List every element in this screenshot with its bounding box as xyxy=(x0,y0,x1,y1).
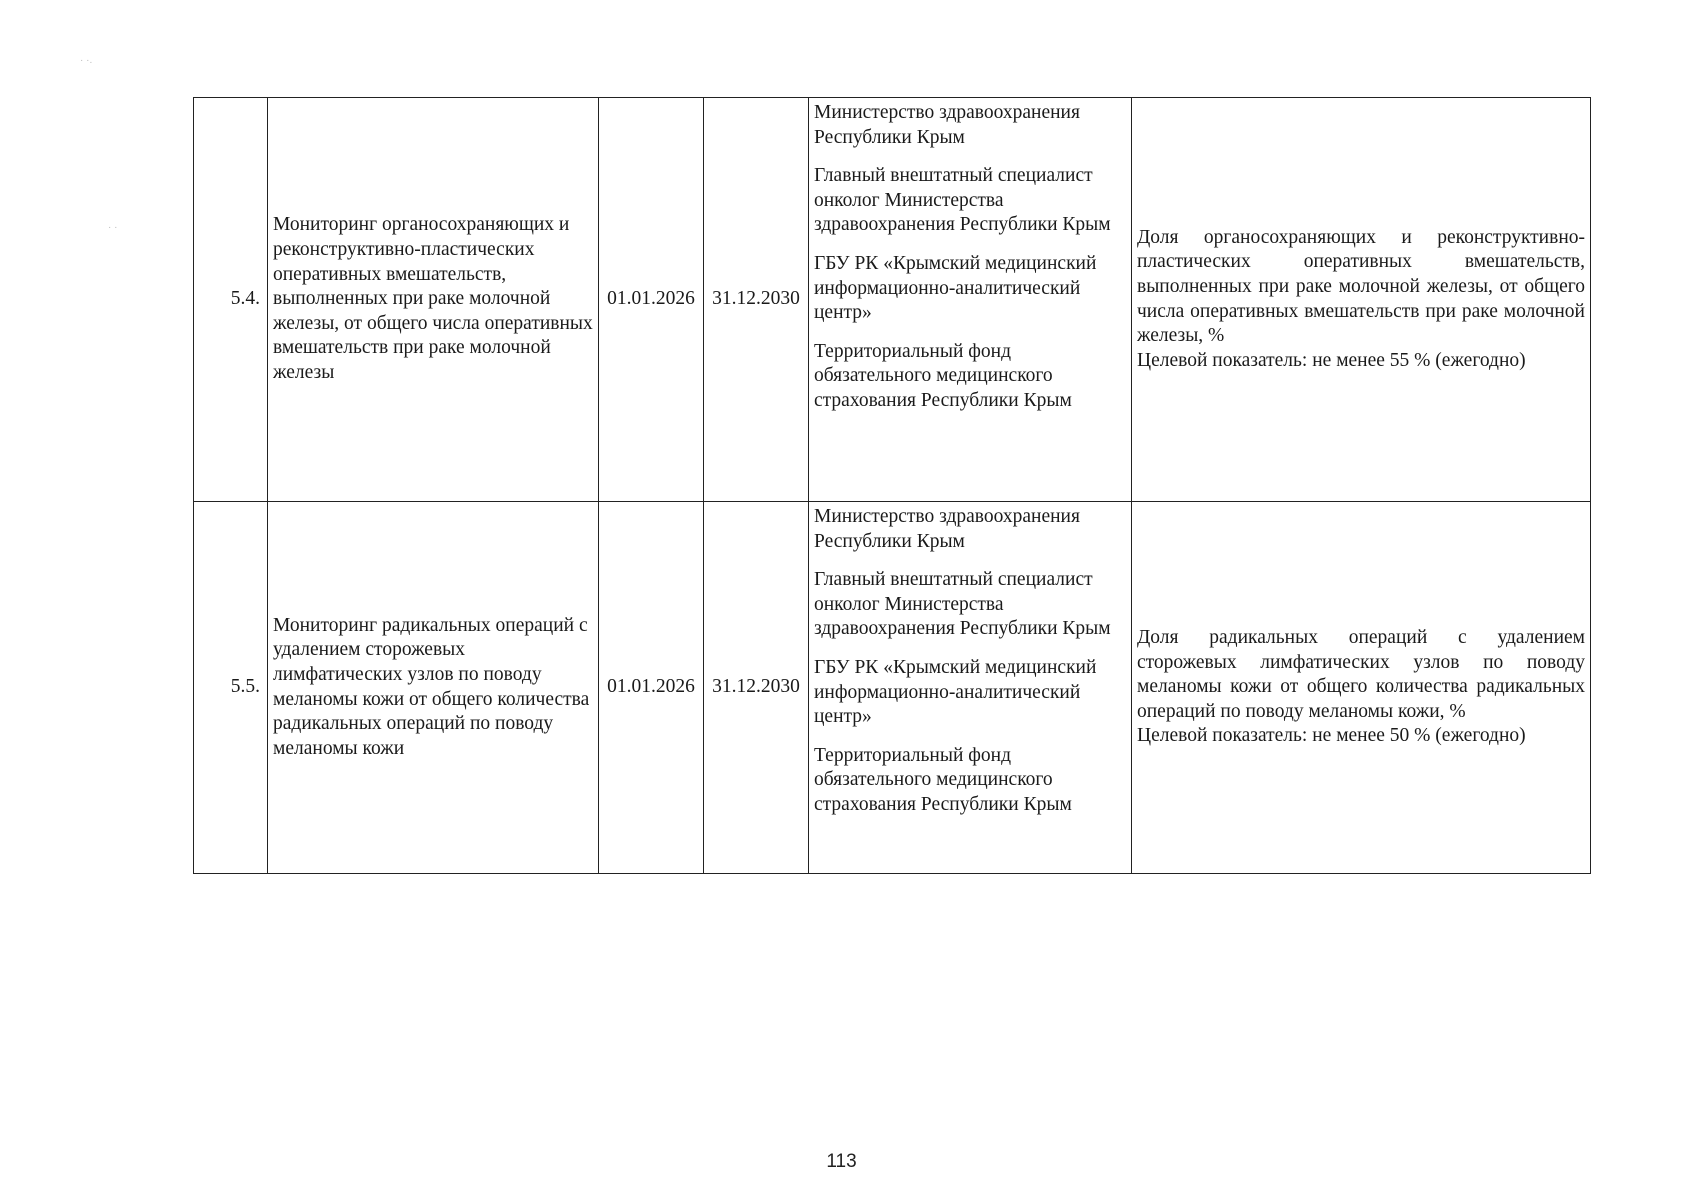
page-number: 113 xyxy=(826,1151,857,1172)
row-number: 5.5. xyxy=(194,502,268,874)
indicator-cell xyxy=(1132,502,1591,874)
executor-item: Министерство здравоохранения Республики Крым xyxy=(814,102,1080,148)
indicator-cell xyxy=(1132,98,1591,502)
scan-artifact: · ·. xyxy=(80,55,93,66)
end-date: 31.12.2030 xyxy=(704,98,809,502)
measure-name: Мониторинг радикальных операций с удалением сторожевых лимфатических узлов по поводу меланомы кожи от общего количества радикальных операций по поводу меланомы кожи xyxy=(268,502,599,874)
plan-table xyxy=(193,97,1591,874)
end-date: 31.12.2030 xyxy=(704,502,809,874)
indicator-text: Доля радикальных операций с удалением сторожевых лимфатических узлов по поводу меланомы кожи от общего количества радикальных операций по поводу меланомы кожи, % xyxy=(1137,627,1585,722)
start-date: 01.01.2026 xyxy=(599,98,704,502)
executors-cell xyxy=(809,502,1132,874)
measure-name: Мониторинг органосохраняющих и реконструктивно-пластических оперативных вмешательств, выполненных при раке молочной железы, от общего числа оперативных вмешательств при раке молочной железы xyxy=(268,98,599,502)
row-number: 5.4. xyxy=(194,98,268,502)
start-date: 01.01.2026 xyxy=(599,502,704,874)
table-row xyxy=(194,502,1591,874)
target-indicator: Целевой показатель: не менее 55 % (ежегодно) xyxy=(1137,349,1526,371)
executor-item: Министерство здравоохранения Республики Крым xyxy=(814,506,1080,552)
scan-artifact: · · xyxy=(108,222,118,233)
executor-item: ГБУ РК «Крымский медицинский информационно-аналитический центр» xyxy=(814,656,1097,728)
executor-item: Территориальный фонд обязательного медицинского страхования Республики Крым xyxy=(814,340,1072,411)
table-row xyxy=(194,98,1591,502)
executor-item: Территориальный фонд обязательного медицинского страхования Республики Крым xyxy=(814,744,1072,815)
executors-cell xyxy=(809,98,1132,502)
executor-item: ГБУ РК «Крымский медицинский информационно-аналитический центр» xyxy=(814,252,1097,324)
indicator-text: Доля органосохраняющих и реконструктивно-пластических оперативных вмешательств, выполненных при раке молочной железы, от общего числа оперативных вмешательств при раке молочной железы, % xyxy=(1137,226,1585,347)
executor-item: Главный внештатный специалист онколог Министерства здравоохранения Республики Крым xyxy=(814,165,1111,236)
executor-item: Главный внештатный специалист онколог Министерства здравоохранения Республики Крым xyxy=(814,569,1111,640)
target-indicator: Целевой показатель: не менее 50 % (ежегодно) xyxy=(1137,725,1526,747)
